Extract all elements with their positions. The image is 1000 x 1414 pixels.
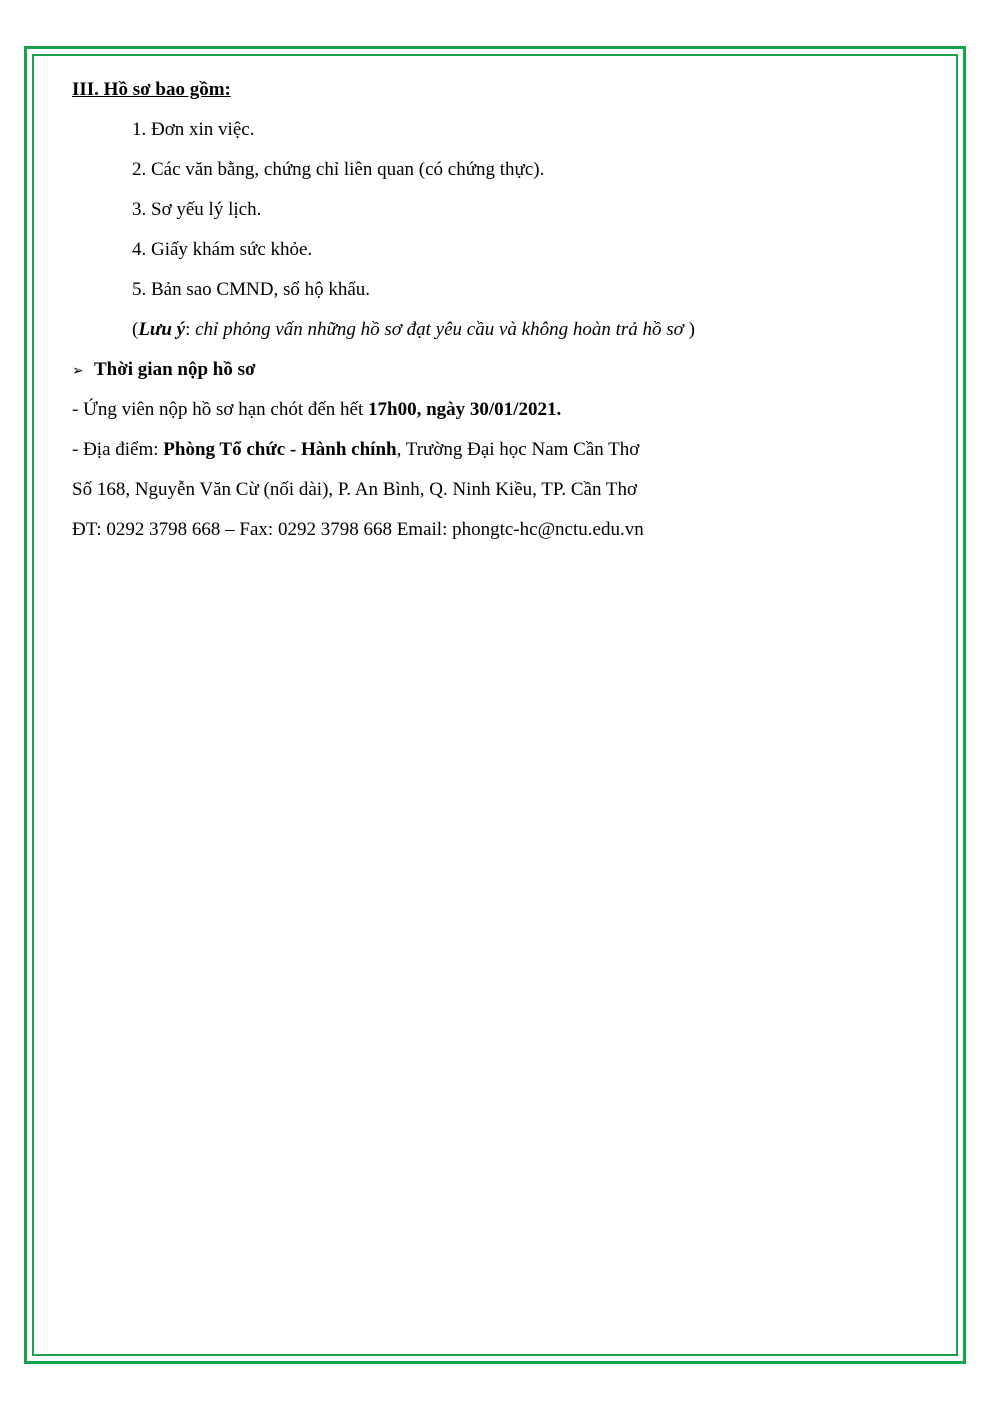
location-office: Phòng Tổ chức - Hành chính	[163, 439, 397, 460]
document-body	[72, 70, 932, 550]
address-line: Số 168, Nguyễn Văn Cừ (nối dài), P. An Bình, Q. Ninh Kiều, TP. Cần Thơ	[72, 479, 638, 500]
location-suffix: , Trường Đại học Nam Cần Thơ	[396, 439, 640, 460]
deadline-line	[72, 390, 932, 430]
section-heading: III. Hồ sơ bao gồm:	[72, 79, 231, 100]
note-colon: :	[185, 319, 196, 340]
location-line	[72, 430, 932, 470]
submission-title: Thời gian nộp hồ sơ	[94, 359, 256, 380]
list-item: 3. Sơ yếu lý lịch.	[132, 199, 262, 220]
list-item: 4. Giấy khám sức khỏe.	[132, 239, 313, 260]
deadline-prefix: - Ứng viên nộp hồ sơ hạn chót đến hết	[72, 399, 369, 420]
note-label: Lưu ý	[138, 319, 186, 340]
list-item: 5. Bản sao CMND, sổ hộ khẩu.	[132, 279, 371, 300]
deadline-value: 17h00, ngày 30/01/2021.	[368, 399, 562, 420]
arrow-bullet-icon: ➢	[72, 363, 84, 379]
submission-title-line	[72, 350, 932, 390]
note-text: chỉ phỏng vấn những hồ sơ đạt yêu cầu và không hoàn trả hồ sơ	[195, 319, 684, 340]
contact-line: ĐT: 0292 3798 668 – Fax: 0292 3798 668 Email: phongtc-hc@nctu.edu.vn	[72, 519, 644, 540]
list-item: 1. Đơn xin việc.	[132, 119, 255, 140]
note-close-paren: )	[683, 319, 695, 340]
note-line	[72, 310, 932, 350]
list-item: 2. Các văn bằng, chứng chỉ liên quan (có chứng thực).	[132, 159, 545, 180]
location-prefix: - Địa điểm:	[72, 439, 164, 460]
note-open-paren: (	[132, 319, 139, 340]
